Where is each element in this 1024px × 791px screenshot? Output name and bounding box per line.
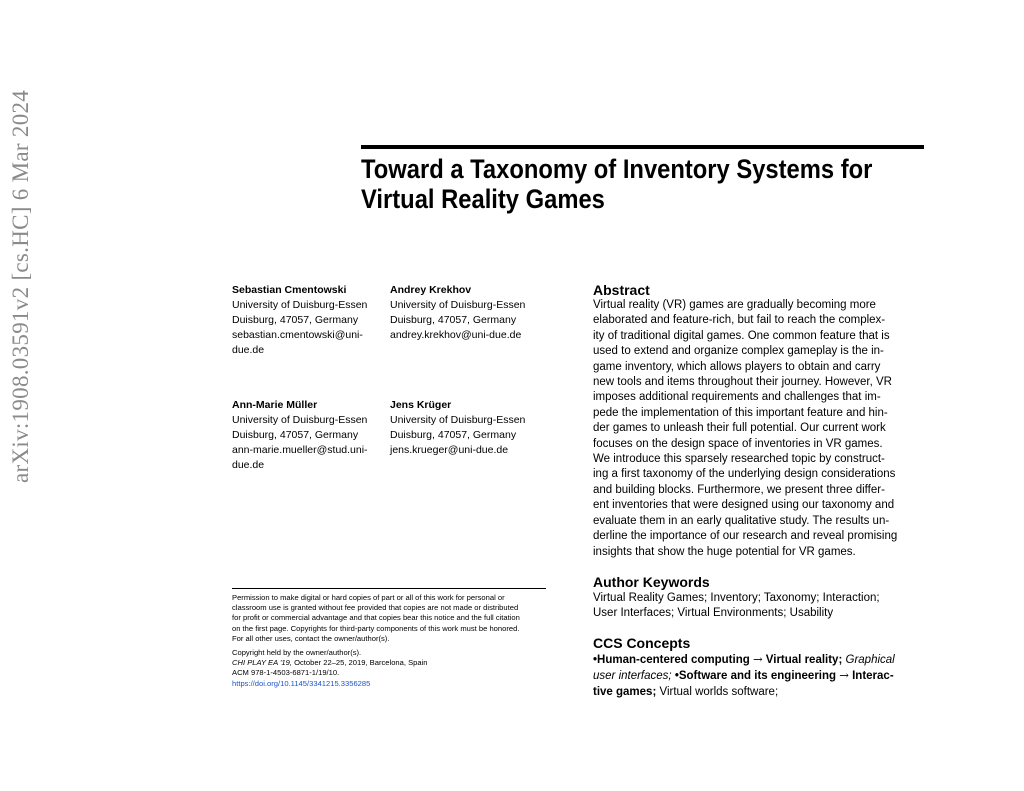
abstract-line: game inventory, which allows players to obtain and carry <box>593 360 881 373</box>
author-affiliation: University of Duisburg-Essen <box>232 299 368 311</box>
abstract-heading: Abstract <box>593 282 650 298</box>
arrow-icon: → <box>839 668 849 683</box>
permission-line: on the first page. Copyrights for third-party components of this work must be honored. <box>232 623 520 633</box>
ccs-term: Software and its engineering <box>678 670 837 683</box>
abstract-line: elaborated and feature-rich, but fail to reach the complex- <box>593 314 886 327</box>
ccs-line-3 <box>593 685 923 700</box>
author-name: Sebastian Cmentowski <box>232 284 347 296</box>
copyright-held: Copyright held by the owner/author(s). <box>232 648 362 657</box>
author-name: Andrey Krekhov <box>390 284 472 296</box>
arxiv-stamp: arXiv:1908.03591v2 [cs.HC] 6 Mar 2024 <box>8 89 33 483</box>
author-location: Duisburg, 47057, Germany <box>232 314 359 326</box>
author-location: Duisburg, 47057, Germany <box>390 429 517 441</box>
keywords-heading: Author Keywords <box>593 574 710 590</box>
author-email: ann-marie.mueller@stud.uni- <box>232 444 368 456</box>
author-email-cont: due.de <box>232 459 265 471</box>
copyright-venue-rest: October 22–25, 2019, Barcelona, Spain <box>291 658 428 668</box>
author-email: sebastian.cmentowski@uni- <box>232 329 363 341</box>
abstract-line: imposes additional requirements and challenges that im- <box>593 391 881 404</box>
ccs-line-2 <box>593 668 923 684</box>
ccs-heading: CCS Concepts <box>593 635 691 651</box>
title-line-1: Toward a Taxonomy of Inventory Systems for <box>361 154 873 184</box>
abstract-line: ing a first taxonomy of the underlying design considerations <box>593 468 896 481</box>
keywords-body <box>593 591 923 622</box>
ccs-bullet: • <box>671 670 679 683</box>
author-email: andrey.krekhov@uni-due.de <box>390 329 522 341</box>
abstract-line: ity of traditional digital games. One common feature that is <box>593 329 890 342</box>
copyright-venue: CHI PLAY EA '19, <box>232 658 292 668</box>
author-affiliation: University of Duisburg-Essen <box>232 414 368 426</box>
abstract-line: ent inventories that were designed using our taxonomy and <box>593 499 895 512</box>
keywords-line: Virtual Reality Games; Inventory; Taxonomy; Interaction; <box>593 592 880 604</box>
arrow-icon: → <box>752 652 763 666</box>
ccs-italic: user interfaces; <box>593 670 672 683</box>
abstract-body <box>593 298 923 560</box>
author-block-2 <box>390 283 540 343</box>
abstract-line: derline the importance of our research and reveal promising <box>593 530 898 543</box>
keywords-line: User Interfaces; Virtual Environments; Usability <box>593 607 834 620</box>
ccs-term: Interac- <box>852 670 894 683</box>
abstract-line: insights that show the huge potential for VR games. <box>593 545 856 558</box>
ccs-body <box>593 652 923 700</box>
ccs-bullet: • <box>593 654 598 666</box>
copyright-venue-line <box>232 658 562 668</box>
permission-notice <box>232 593 562 644</box>
abstract-line: used to extend and organize complex gameplay is the in- <box>593 345 884 358</box>
author-name: Jens Krüger <box>390 399 452 411</box>
abstract-line: evaluate them in an early qualitative study. The results un- <box>593 514 890 527</box>
author-location: Duisburg, 47057, Germany <box>232 429 359 441</box>
author-name: Ann-Marie Müller <box>232 399 318 411</box>
author-block-4 <box>390 398 540 458</box>
ccs-term: Virtual reality; <box>765 654 843 666</box>
copyright-acm: ACM 978-1-4503-6871-1/19/10. <box>232 668 340 678</box>
abstract-line: new tools and items throughout their journey. However, VR <box>593 376 892 389</box>
abstract-line: pede the implementation of this important feature and hin- <box>593 406 888 419</box>
copyright-rule <box>232 588 546 589</box>
doi-link[interactable]: https://doi.org/10.1145/3341215.3356285 <box>232 678 371 688</box>
author-email: jens.krueger@uni-due.de <box>390 444 509 456</box>
permission-line: Permission to make digital or hard copies of part or all of this work for personal or <box>232 593 505 602</box>
abstract-line: We introduce this sparsely researched topic by construct- <box>593 453 885 466</box>
author-affiliation: University of Duisburg-Essen <box>390 414 526 426</box>
permission-line: classroom use is granted without fee provided that copies are not made or distributed <box>232 603 519 613</box>
ccs-italic: Graphical <box>845 654 895 666</box>
copyright-block <box>232 648 562 689</box>
abstract-line: and building blocks. Furthermore, we present three differ- <box>593 483 885 496</box>
author-location: Duisburg, 47057, Germany <box>390 314 517 326</box>
author-block-1 <box>232 283 382 358</box>
ccs-tail: Virtual worlds software; <box>659 685 779 698</box>
abstract-line: der games to unleash their full potential. Our current work <box>593 422 886 435</box>
permission-line: for profit or commercial advantage and that copies bear this notice and the full citation <box>232 613 520 623</box>
permission-line: For all other uses, contact the owner/author(s). <box>232 633 390 643</box>
title-rule <box>361 145 924 149</box>
abstract-line: Virtual reality (VR) games are gradually becoming more <box>593 299 876 311</box>
ccs-term: Human-centered computing <box>597 654 750 666</box>
author-affiliation: University of Duisburg-Essen <box>390 299 526 311</box>
abstract-line: focuses on the design space of inventories in VR games. <box>593 437 883 450</box>
paper-title <box>361 154 873 214</box>
title-line-2: Virtual Reality Games <box>361 184 605 214</box>
ccs-line-1 <box>593 652 923 668</box>
author-block-3 <box>232 398 382 473</box>
ccs-term: tive games; <box>593 685 657 698</box>
author-email-cont: due.de <box>232 344 265 356</box>
